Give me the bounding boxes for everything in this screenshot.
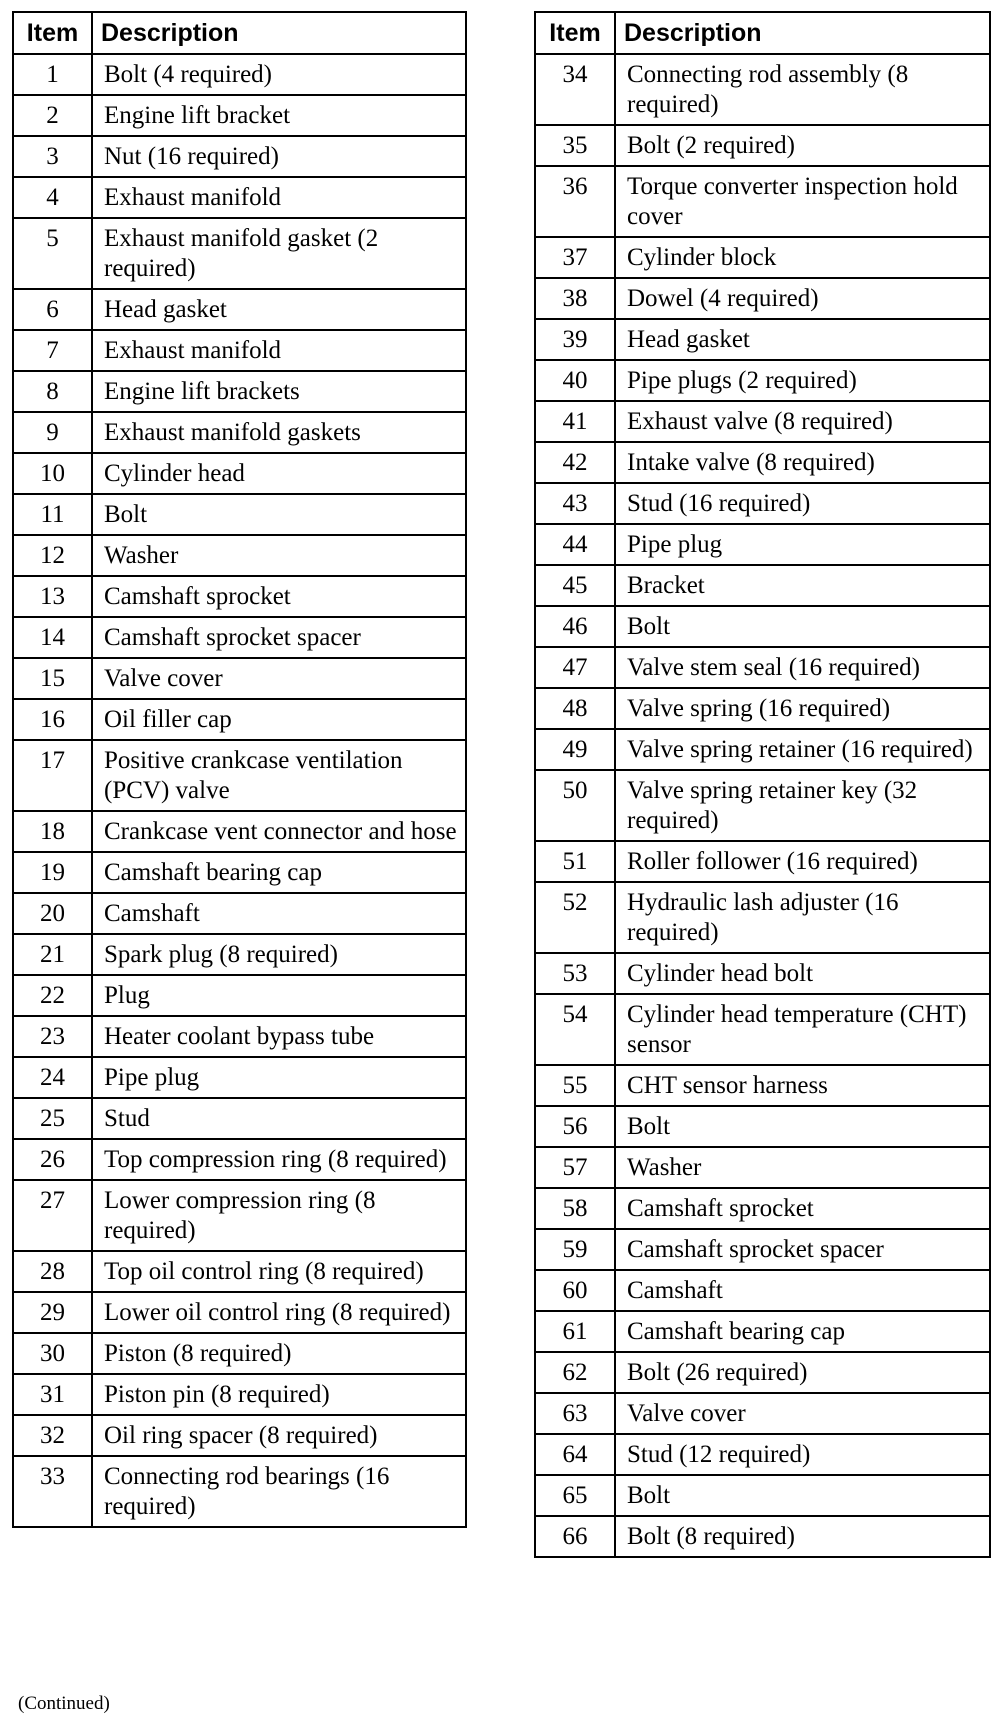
item-description: Roller follower (16 required) (615, 841, 990, 882)
table-row (13, 1456, 466, 1527)
table-row (535, 319, 990, 360)
table-row (535, 524, 990, 565)
item-number: 13 (13, 576, 92, 617)
item-description: Piston pin (8 required) (92, 1374, 466, 1415)
item-number: 56 (535, 1106, 615, 1147)
parts-table-left (12, 11, 467, 1528)
table-row (13, 852, 466, 893)
table-row (13, 218, 466, 289)
item-number: 60 (535, 1270, 615, 1311)
item-number: 36 (535, 166, 615, 237)
item-number: 22 (13, 975, 92, 1016)
item-number: 23 (13, 1016, 92, 1057)
table-row (13, 371, 466, 412)
table-row (535, 565, 990, 606)
item-number: 11 (13, 494, 92, 535)
table-row (13, 177, 466, 218)
item-number: 38 (535, 278, 615, 319)
table-row (13, 1057, 466, 1098)
table-row (535, 1434, 990, 1475)
item-description: Bolt (8 required) (615, 1516, 990, 1557)
item-description: Engine lift bracket (92, 95, 466, 136)
header-row (535, 12, 990, 54)
table-row (13, 893, 466, 934)
table-row (13, 740, 466, 811)
item-number: 30 (13, 1333, 92, 1374)
item-description: Bolt (4 required) (92, 54, 466, 95)
item-description: Pipe plugs (2 required) (615, 360, 990, 401)
table-row (13, 1374, 466, 1415)
item-number: 12 (13, 535, 92, 576)
item-description: Camshaft sprocket (92, 576, 466, 617)
item-description: Bolt (615, 606, 990, 647)
item-description: Nut (16 required) (92, 136, 466, 177)
item-number: 61 (535, 1311, 615, 1352)
table-row (535, 688, 990, 729)
item-description: Intake valve (8 required) (615, 442, 990, 483)
item-description: Camshaft bearing cap (92, 852, 466, 893)
table-row (535, 1270, 990, 1311)
item-number: 32 (13, 1415, 92, 1456)
item-description: Camshaft sprocket spacer (615, 1229, 990, 1270)
table-row (535, 1147, 990, 1188)
item-number: 18 (13, 811, 92, 852)
item-description: Torque converter inspection hold cover (615, 166, 990, 237)
item-description: Valve spring retainer key (32 required) (615, 770, 990, 841)
table-row (13, 412, 466, 453)
table-row (535, 1065, 990, 1106)
item-description: Hydraulic lash adjuster (16 required) (615, 882, 990, 953)
table-row (13, 330, 466, 371)
item-description: Stud (16 required) (615, 483, 990, 524)
table-row (535, 841, 990, 882)
item-description: Camshaft bearing cap (615, 1311, 990, 1352)
table-row (535, 483, 990, 524)
item-description: Bracket (615, 565, 990, 606)
table-row (535, 237, 990, 278)
item-description: Exhaust manifold gasket (2 required) (92, 218, 466, 289)
item-number: 54 (535, 994, 615, 1065)
item-description: Top oil control ring (8 required) (92, 1251, 466, 1292)
item-number: 10 (13, 453, 92, 494)
table-row (13, 136, 466, 177)
table-row (535, 360, 990, 401)
item-number: 48 (535, 688, 615, 729)
item-description: Pipe plug (615, 524, 990, 565)
item-description: Exhaust valve (8 required) (615, 401, 990, 442)
item-description: Valve cover (92, 658, 466, 699)
table-row (535, 770, 990, 841)
item-description: Stud (12 required) (615, 1434, 990, 1475)
item-number: 47 (535, 647, 615, 688)
table-row (535, 401, 990, 442)
item-number: 41 (535, 401, 615, 442)
item-description: Heater coolant bypass tube (92, 1016, 466, 1057)
table-row (13, 617, 466, 658)
item-number: 31 (13, 1374, 92, 1415)
item-number: 49 (535, 729, 615, 770)
table-row (13, 1016, 466, 1057)
table-row (13, 1333, 466, 1374)
item-number: 39 (535, 319, 615, 360)
table-row (535, 166, 990, 237)
table-row (13, 1415, 466, 1456)
item-number: 35 (535, 125, 615, 166)
description-column-header: Description (92, 12, 466, 54)
item-description: Stud (92, 1098, 466, 1139)
item-description: Oil filler cap (92, 699, 466, 740)
item-number: 8 (13, 371, 92, 412)
item-number: 50 (535, 770, 615, 841)
item-number: 59 (535, 1229, 615, 1270)
item-number: 37 (535, 237, 615, 278)
item-number: 16 (13, 699, 92, 740)
item-number: 62 (535, 1352, 615, 1393)
table-row (535, 1393, 990, 1434)
item-number: 53 (535, 953, 615, 994)
item-number: 42 (535, 442, 615, 483)
item-number: 40 (535, 360, 615, 401)
item-description: Cylinder block (615, 237, 990, 278)
table-row (13, 289, 466, 330)
item-number: 55 (535, 1065, 615, 1106)
table-row (535, 882, 990, 953)
header-row (13, 12, 466, 54)
item-number: 29 (13, 1292, 92, 1333)
item-number: 20 (13, 893, 92, 934)
item-description: Pipe plug (92, 1057, 466, 1098)
table-row (535, 1516, 990, 1557)
table-row (535, 1475, 990, 1516)
item-number: 15 (13, 658, 92, 699)
item-description: Head gasket (615, 319, 990, 360)
item-number: 2 (13, 95, 92, 136)
table-row (535, 442, 990, 483)
table-row (535, 729, 990, 770)
item-number: 63 (535, 1393, 615, 1434)
item-description: Spark plug (8 required) (92, 934, 466, 975)
item-description: Connecting rod bearings (16 required) (92, 1456, 466, 1527)
item-description: Cylinder head temperature (CHT) sensor (615, 994, 990, 1065)
item-number: 57 (535, 1147, 615, 1188)
item-description: Lower oil control ring (8 required) (92, 1292, 466, 1333)
item-description: Exhaust manifold (92, 330, 466, 371)
item-number: 26 (13, 1139, 92, 1180)
item-number: 33 (13, 1456, 92, 1527)
table-row (535, 1352, 990, 1393)
item-description: Washer (615, 1147, 990, 1188)
description-column-header: Description (615, 12, 990, 54)
table-row (535, 1311, 990, 1352)
table-row (535, 125, 990, 166)
item-number: 66 (535, 1516, 615, 1557)
item-number: 51 (535, 841, 615, 882)
item-number: 9 (13, 412, 92, 453)
item-number: 28 (13, 1251, 92, 1292)
item-number: 14 (13, 617, 92, 658)
item-description: Engine lift brackets (92, 371, 466, 412)
item-description: Piston (8 required) (92, 1333, 466, 1374)
table-row (13, 811, 466, 852)
table-row (13, 535, 466, 576)
item-description: Top compression ring (8 required) (92, 1139, 466, 1180)
item-description: Bolt (26 required) (615, 1352, 990, 1393)
item-description: Camshaft sprocket (615, 1188, 990, 1229)
item-description: Valve spring retainer (16 required) (615, 729, 990, 770)
table-row (535, 54, 990, 125)
table-row (535, 1188, 990, 1229)
item-description: Camshaft (92, 893, 466, 934)
item-number: 5 (13, 218, 92, 289)
item-number: 19 (13, 852, 92, 893)
item-column-header: Item (535, 12, 615, 54)
item-number: 6 (13, 289, 92, 330)
table-row (13, 453, 466, 494)
item-description: Bolt (2 required) (615, 125, 990, 166)
item-number: 25 (13, 1098, 92, 1139)
item-description: Lower compression ring (8 required) (92, 1180, 466, 1251)
table-row (13, 1251, 466, 1292)
table-row (13, 1098, 466, 1139)
item-number: 17 (13, 740, 92, 811)
item-number: 45 (535, 565, 615, 606)
item-description: Camshaft (615, 1270, 990, 1311)
item-description: Bolt (615, 1475, 990, 1516)
item-description: Connecting rod assembly (8 required) (615, 54, 990, 125)
table-row (13, 1139, 466, 1180)
table-row (535, 1106, 990, 1147)
item-description: Valve cover (615, 1393, 990, 1434)
item-description: Oil ring spacer (8 required) (92, 1415, 466, 1456)
continued-note: (Continued) (18, 1693, 110, 1714)
item-description: Head gasket (92, 289, 466, 330)
table-row (13, 576, 466, 617)
item-description: Crankcase vent connector and hose (92, 811, 466, 852)
item-description: Exhaust manifold gaskets (92, 412, 466, 453)
item-number: 34 (535, 54, 615, 125)
table-row (535, 278, 990, 319)
item-number: 43 (535, 483, 615, 524)
table-row (535, 647, 990, 688)
table-row (13, 494, 466, 535)
table-row (13, 699, 466, 740)
item-description: Exhaust manifold (92, 177, 466, 218)
table-row (13, 975, 466, 1016)
item-description: Plug (92, 975, 466, 1016)
item-description: Cylinder head bolt (615, 953, 990, 994)
item-description: Camshaft sprocket spacer (92, 617, 466, 658)
table-row (13, 1292, 466, 1333)
item-description: Bolt (615, 1106, 990, 1147)
table-row (535, 953, 990, 994)
table-row (13, 658, 466, 699)
item-number: 58 (535, 1188, 615, 1229)
item-description: Valve spring (16 required) (615, 688, 990, 729)
item-description: Positive crankcase ventilation (PCV) valve (92, 740, 466, 811)
item-number: 4 (13, 177, 92, 218)
item-number: 3 (13, 136, 92, 177)
item-description: Dowel (4 required) (615, 278, 990, 319)
table-row (535, 1229, 990, 1270)
table-row (13, 54, 466, 95)
item-description: Valve stem seal (16 required) (615, 647, 990, 688)
item-number: 65 (535, 1475, 615, 1516)
item-number: 1 (13, 54, 92, 95)
item-number: 24 (13, 1057, 92, 1098)
item-description: Washer (92, 535, 466, 576)
table-row (13, 1180, 466, 1251)
item-description: CHT sensor harness (615, 1065, 990, 1106)
item-description: Cylinder head (92, 453, 466, 494)
item-column-header: Item (13, 12, 92, 54)
item-number: 44 (535, 524, 615, 565)
parts-table-right (534, 11, 991, 1558)
item-number: 52 (535, 882, 615, 953)
item-number: 7 (13, 330, 92, 371)
item-number: 21 (13, 934, 92, 975)
table-row (13, 95, 466, 136)
item-number: 27 (13, 1180, 92, 1251)
item-number: 46 (535, 606, 615, 647)
table-row (535, 606, 990, 647)
table-row (13, 934, 466, 975)
table-row (535, 994, 990, 1065)
item-description: Bolt (92, 494, 466, 535)
item-number: 64 (535, 1434, 615, 1475)
